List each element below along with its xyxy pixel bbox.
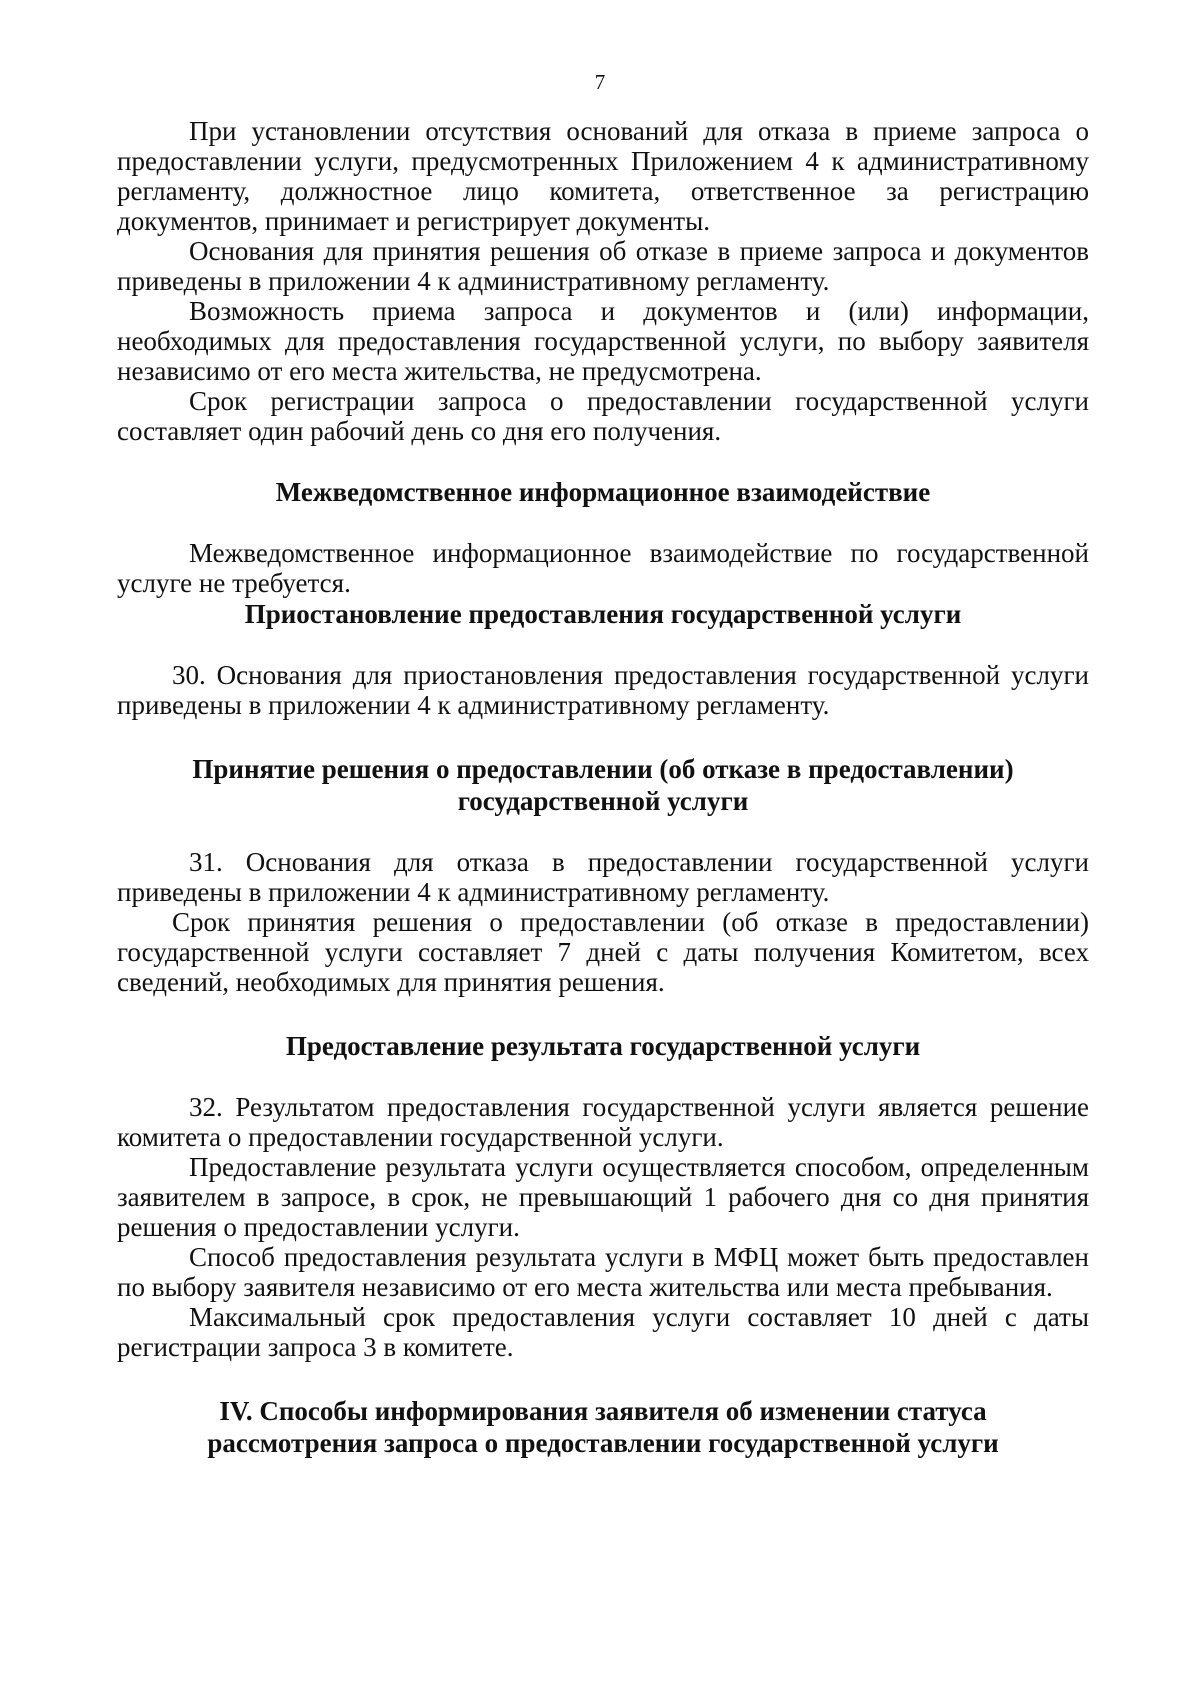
paragraph: Основания для принятия решения об отказе в приеме запроса и документов приведены в приложении 4 к административному регламенту.	[117, 236, 1089, 296]
heading-line: Принятие решения о предоставлении (об отказе в предоставлении)	[192, 754, 1014, 784]
paragraph: Максимальный срок предоставления услуги составляет 10 дней с даты регистрации запроса 3 в комитете.	[117, 1302, 1089, 1362]
heading-line: IV. Способы информирования заявителя об изменении статуса	[219, 1396, 987, 1426]
paragraph: 30. Основания для приостановления предоставления государственной услуги приведены в приложении 4 к административному регламенту.	[117, 660, 1089, 720]
paragraph: 32. Результатом предоставления государственной услуги является решение комитета о предоставлении государственной услуги.	[117, 1092, 1089, 1152]
paragraph: Возможность приема запроса и документов и (или) информации, необходимых для предоставления государственной услуги, по выбору заявителя независимо от его места жительства, не предусмотрена.	[117, 296, 1089, 386]
section-heading: Предоставление результата государственной услуги	[285, 1031, 921, 1061]
paragraph: 31. Основания для отказа в предоставлении государственной услуги приведены в приложении 4 к административному регламенту.	[117, 847, 1089, 907]
section-heading: Приостановление предоставления государственной услуги	[244, 599, 962, 629]
heading-line: государственной услуги	[457, 786, 749, 816]
paragraph: Предоставление результата услуги осуществляется способом, определенным заявителем в запросе, в срок, не превышающий 1 рабочего дня со дня принятия решения о предоставлении услуги.	[117, 1152, 1089, 1242]
paragraph: При установлении отсутствия оснований для отказа в приеме запроса о предоставлении услуги, предусмотренных Приложением 4 к административному регламенту, должностное лицо комитета, ответственное за регистрацию документов, принимает и регистрирует документы.	[117, 116, 1089, 236]
section-heading: Межведомственное информационное взаимодействие	[275, 477, 931, 507]
section-heading	[117, 1395, 1089, 1459]
paragraph: Межведомственное информационное взаимодействие по государственной услуге не требуется.	[117, 538, 1089, 598]
paragraph: Срок принятия решения о предоставлении (об отказе в предоставлении) государственной услуги составляет 7 дней с даты получения Комитетом, всех сведений, необходимых для принятия решения.	[117, 907, 1089, 997]
section-heading	[117, 753, 1089, 817]
document-body	[117, 116, 1089, 1459]
heading-line: рассмотрения запроса о предоставлении государственной услуги	[207, 1428, 999, 1458]
page-number: 7	[594, 70, 606, 94]
paragraph: Способ предоставления результата услуги в МФЦ может быть предоставлен по выбору заявителя независимо от его места жительства или места пребывания.	[117, 1242, 1089, 1302]
paragraph: Срок регистрации запроса о предоставлении государственной услуги составляет один рабочий день со дня его получения.	[117, 386, 1089, 446]
